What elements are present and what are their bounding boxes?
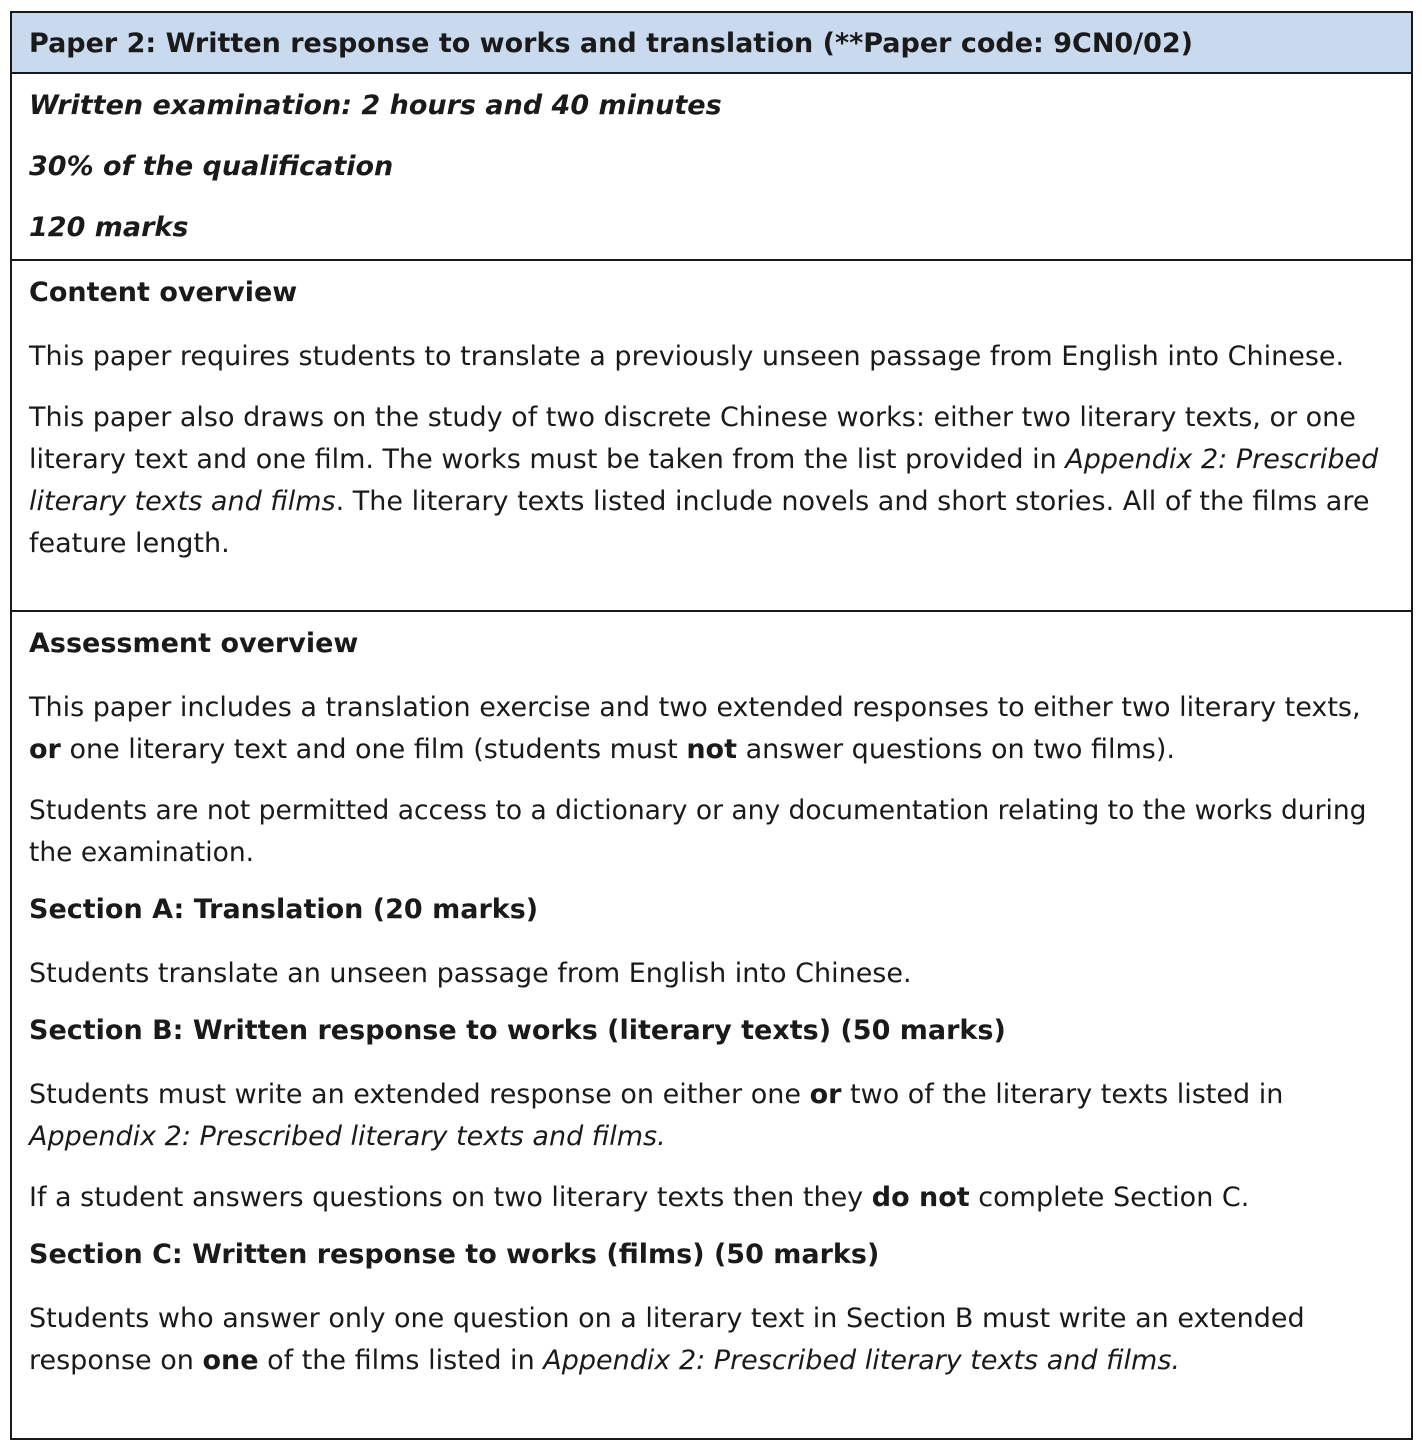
section-a-text: Students translate an unseen passage from English into Chinese. bbox=[29, 958, 912, 989]
paper-title: Paper 2: Written response to works and translation (**Paper code: 9CN0/02) bbox=[29, 28, 1193, 59]
emphasis-one: one bbox=[202, 1345, 259, 1376]
section-b-text-part: Students must write an extended response on either one bbox=[29, 1079, 810, 1110]
emphasis-do-not: do not bbox=[871, 1182, 970, 1213]
section-a-heading: Section A: Translation (20 marks) bbox=[29, 894, 539, 925]
section-c-text bbox=[29, 1298, 1394, 1382]
content-overview-text: . The literary texts listed include novels and short stories. All of the films are feature length. bbox=[29, 486, 1370, 559]
appendix-reference: Appendix 2: Prescribed literary texts and films bbox=[543, 1345, 1172, 1376]
assessment-overview-paragraph-1 bbox=[29, 687, 1394, 771]
exam-details-row bbox=[12, 74, 1411, 261]
content-overview-heading: Content overview bbox=[29, 277, 298, 308]
section-c-text-part: . bbox=[1171, 1345, 1180, 1376]
paper-2-spec-table bbox=[10, 11, 1413, 1440]
section-b-text-part: . bbox=[657, 1121, 666, 1152]
appendix-reference: Appendix 2: Prescribed literary texts and films bbox=[29, 1121, 658, 1152]
section-b-note bbox=[29, 1177, 1394, 1219]
emphasis-or: or bbox=[809, 1079, 842, 1110]
appendix-reference: Appendix 2: Prescribed literary texts and films bbox=[29, 444, 1379, 517]
section-c-heading: Section C: Written response to works (films) (50 marks) bbox=[29, 1239, 880, 1270]
exam-duration: Written examination: 2 hours and 40 minutes bbox=[29, 90, 722, 121]
section-b-note-part: If a student answers questions on two literary texts then they bbox=[29, 1182, 872, 1213]
content-overview-row bbox=[12, 261, 1411, 612]
section-b-heading: Section B: Written response to works (literary texts) (50 marks) bbox=[29, 1015, 1006, 1046]
section-c-text-part: Students who answer only one question on a literary text in Section B must write an extended response on bbox=[29, 1303, 1305, 1376]
paper-title-row bbox=[12, 13, 1411, 74]
emphasis-or: or bbox=[29, 734, 61, 765]
assessment-overview-paragraph-2: Students are not permitted access to a dictionary or any documentation relating to the works during the examination. bbox=[29, 795, 1367, 868]
section-b-text-part: two of the literary texts listed in bbox=[841, 1079, 1284, 1110]
section-c-text-part: of the films listed in bbox=[258, 1345, 544, 1376]
assessment-overview-heading: Assessment overview bbox=[29, 628, 359, 659]
content-overview-paragraph-1: This paper requires students to translate a previously unseen passage from English into Chinese. bbox=[29, 341, 1345, 372]
assessment-text: This paper includes a translation exercise and two extended responses to either two literary texts, bbox=[29, 692, 1361, 723]
emphasis-not: not bbox=[686, 734, 737, 765]
qualification-weighting: 30% of the qualification bbox=[29, 151, 394, 182]
assessment-overview-row bbox=[12, 612, 1411, 1438]
assessment-text: one literary text and one film (students must bbox=[60, 734, 687, 765]
assessment-text: answer questions on two films). bbox=[737, 734, 1175, 765]
content-overview-text: This paper also draws on the study of two discrete Chinese works: either two literary texts, or one literary text and one film. The works must be taken from the list provided in bbox=[29, 402, 1356, 475]
section-b-note-part: complete Section C. bbox=[969, 1182, 1250, 1213]
total-marks: 120 marks bbox=[29, 212, 189, 243]
content-overview-paragraph-2 bbox=[29, 397, 1394, 565]
section-b-text bbox=[29, 1074, 1394, 1158]
